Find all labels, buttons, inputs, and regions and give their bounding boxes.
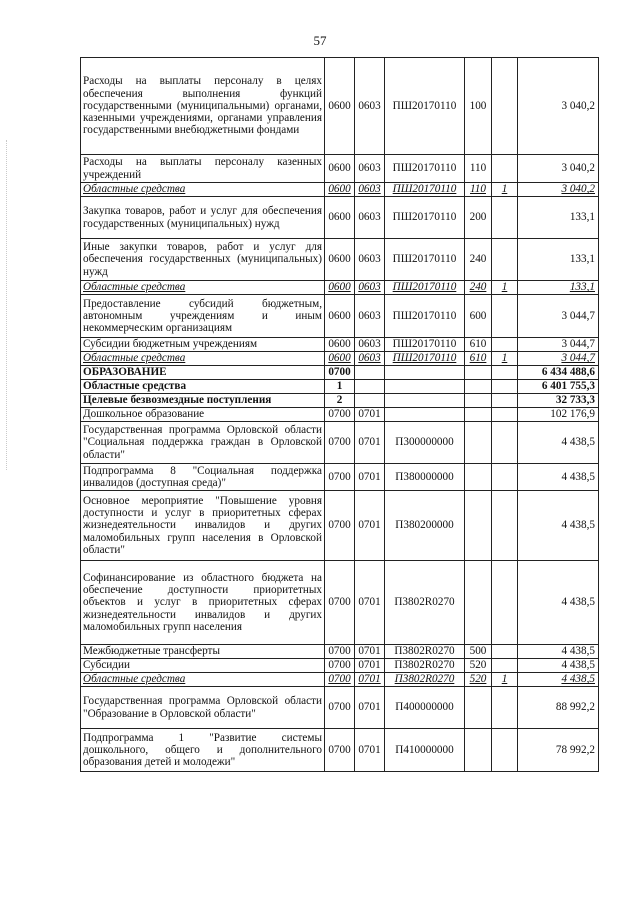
- cell-rz: 2: [325, 394, 355, 408]
- cell-pr: 0603: [355, 58, 385, 155]
- cell-csr: П380200000: [385, 491, 465, 561]
- cell-src: [492, 464, 518, 491]
- cell-rz: 0700: [325, 422, 355, 464]
- table-row: [81, 295, 599, 338]
- cell-src: [492, 394, 518, 408]
- cell-rz: 0600: [325, 281, 355, 295]
- cell-vr: 520: [465, 659, 492, 673]
- cell-sum: 32 733,3: [518, 394, 599, 408]
- cell-csr: ПШ20170110: [385, 58, 465, 155]
- cell-name: Межбюджетные трансферты: [81, 645, 325, 659]
- cell-rz: 0600: [325, 239, 355, 281]
- cell-name: Областные средства: [81, 380, 325, 394]
- cell-csr: П410000000: [385, 729, 465, 772]
- cell-sum: 4 438,5: [518, 561, 599, 645]
- cell-src: [492, 491, 518, 561]
- cell-pr: [355, 394, 385, 408]
- cell-pr: 0603: [355, 239, 385, 281]
- cell-sum: 4 438,5: [518, 673, 599, 687]
- cell-name: Субсидии: [81, 659, 325, 673]
- cell-sum: 3 040,2: [518, 58, 599, 155]
- cell-sum: 3 044,7: [518, 338, 599, 352]
- table-row: [81, 155, 599, 183]
- cell-csr: ПШ20170110: [385, 155, 465, 183]
- cell-src: [492, 239, 518, 281]
- cell-src: [492, 366, 518, 380]
- cell-csr: [385, 380, 465, 394]
- cell-pr: 0701: [355, 659, 385, 673]
- cell-src: [492, 645, 518, 659]
- cell-src: [492, 729, 518, 772]
- table-row: [81, 659, 599, 673]
- cell-vr: 100: [465, 58, 492, 155]
- cell-pr: 0603: [355, 183, 385, 197]
- budget-table: [80, 57, 599, 772]
- cell-src: [492, 155, 518, 183]
- cell-sum: 133,1: [518, 281, 599, 295]
- cell-src: [492, 422, 518, 464]
- table-row: [81, 239, 599, 281]
- cell-name: ОБРАЗОВАНИЕ: [81, 366, 325, 380]
- table-row: [81, 338, 599, 352]
- cell-pr: 0701: [355, 645, 385, 659]
- table-row: [81, 352, 599, 366]
- cell-csr: П3802R0270: [385, 659, 465, 673]
- cell-sum: 4 438,5: [518, 491, 599, 561]
- cell-csr: ПШ20170110: [385, 183, 465, 197]
- cell-src: 1: [492, 352, 518, 366]
- cell-name: Областные средства: [81, 673, 325, 687]
- cell-rz: 0600: [325, 295, 355, 338]
- cell-rz: 0700: [325, 464, 355, 491]
- cell-csr: П400000000: [385, 687, 465, 729]
- cell-src: 1: [492, 281, 518, 295]
- table-row: [81, 366, 599, 380]
- cell-csr: ПШ20170110: [385, 197, 465, 239]
- cell-vr: [465, 561, 492, 645]
- cell-rz: 0700: [325, 561, 355, 645]
- cell-name: Основное мероприятие "Повышение уровня доступности и услуг в приоритетных сферах жизнедеятельности инвалидов и других маломобильных групп населения в Орловской области": [81, 491, 325, 561]
- cell-csr: ПШ20170110: [385, 338, 465, 352]
- cell-pr: 0701: [355, 408, 385, 422]
- cell-vr: [465, 394, 492, 408]
- cell-pr: 0603: [355, 155, 385, 183]
- table-row: [81, 197, 599, 239]
- cell-csr: П3802R0270: [385, 673, 465, 687]
- cell-rz: 0700: [325, 729, 355, 772]
- cell-rz: 0700: [325, 366, 355, 380]
- cell-src: [492, 659, 518, 673]
- budget-table-body: [81, 58, 599, 772]
- cell-vr: [465, 380, 492, 394]
- cell-vr: 600: [465, 295, 492, 338]
- cell-src: 1: [492, 183, 518, 197]
- cell-vr: 110: [465, 183, 492, 197]
- table-row: [81, 645, 599, 659]
- cell-name: Расходы на выплаты персоналу в целях обеспечения выполнения функций государственными (муниципальными) органами, казенными учреждениями, органами управления государственными внебюджетными фондами: [81, 58, 325, 155]
- cell-sum: 3 044,7: [518, 352, 599, 366]
- cell-vr: [465, 729, 492, 772]
- cell-name: Подпрограмма 8 "Социальная поддержка инвалидов (доступная среда)": [81, 464, 325, 491]
- cell-src: [492, 197, 518, 239]
- cell-rz: 0700: [325, 673, 355, 687]
- cell-vr: 110: [465, 155, 492, 183]
- cell-pr: [355, 366, 385, 380]
- cell-rz: 0700: [325, 687, 355, 729]
- cell-pr: 0603: [355, 352, 385, 366]
- cell-sum: 4 438,5: [518, 422, 599, 464]
- cell-vr: 200: [465, 197, 492, 239]
- cell-vr: 240: [465, 281, 492, 295]
- cell-name: Целевые безвозмездные поступления: [81, 394, 325, 408]
- cell-csr: П300000000: [385, 422, 465, 464]
- cell-pr: 0701: [355, 561, 385, 645]
- cell-vr: 240: [465, 239, 492, 281]
- cell-rz: 0600: [325, 338, 355, 352]
- cell-pr: 0701: [355, 422, 385, 464]
- cell-name: Расходы на выплаты персоналу казенных учреждений: [81, 155, 325, 183]
- cell-csr: ПШ20170110: [385, 239, 465, 281]
- cell-csr: П3802R0270: [385, 645, 465, 659]
- cell-name: Иные закупки товаров, работ и услуг для обеспечения государственных (муниципальных) нужд: [81, 239, 325, 281]
- cell-csr: [385, 408, 465, 422]
- cell-src: [492, 58, 518, 155]
- table-row: [81, 422, 599, 464]
- cell-vr: [465, 464, 492, 491]
- cell-src: [492, 561, 518, 645]
- cell-name: Государственная программа Орловской области "Социальная поддержка граждан в Орловской области": [81, 422, 325, 464]
- cell-pr: 0603: [355, 281, 385, 295]
- cell-pr: [355, 380, 385, 394]
- cell-sum: 88 992,2: [518, 687, 599, 729]
- cell-rz: 1: [325, 380, 355, 394]
- cell-src: [492, 380, 518, 394]
- cell-vr: 500: [465, 645, 492, 659]
- table-row: [81, 394, 599, 408]
- table-row: [81, 561, 599, 645]
- table-row: [81, 380, 599, 394]
- cell-csr: ПШ20170110: [385, 352, 465, 366]
- cell-csr: П3802R0270: [385, 561, 465, 645]
- table-row: [81, 408, 599, 422]
- cell-sum: 4 438,5: [518, 659, 599, 673]
- cell-src: 1: [492, 673, 518, 687]
- cell-sum: 6 401 755,3: [518, 380, 599, 394]
- cell-sum: 3 040,2: [518, 155, 599, 183]
- cell-src: [492, 295, 518, 338]
- table-row: [81, 491, 599, 561]
- cell-vr: [465, 491, 492, 561]
- cell-pr: 0701: [355, 687, 385, 729]
- cell-sum: 3 040,2: [518, 183, 599, 197]
- cell-rz: 0600: [325, 155, 355, 183]
- cell-sum: 133,1: [518, 239, 599, 281]
- cell-pr: 0701: [355, 491, 385, 561]
- cell-vr: 610: [465, 352, 492, 366]
- cell-vr: 520: [465, 673, 492, 687]
- cell-rz: 0600: [325, 183, 355, 197]
- cell-csr: ПШ20170110: [385, 281, 465, 295]
- cell-sum: 133,1: [518, 197, 599, 239]
- cell-name: Государственная программа Орловской области "Образование в Орловской области": [81, 687, 325, 729]
- cell-name: Подпрограмма 1 "Развитие системы дошкольного, общего и дополнительного образования детей и молодежи": [81, 729, 325, 772]
- cell-pr: 0603: [355, 338, 385, 352]
- scan-edge-marks: [6, 140, 13, 470]
- table-row: [81, 58, 599, 155]
- cell-rz: 0700: [325, 659, 355, 673]
- cell-name: Субсидии бюджетным учреждениям: [81, 338, 325, 352]
- cell-csr: П380000000: [385, 464, 465, 491]
- cell-sum: 4 438,5: [518, 645, 599, 659]
- cell-rz: 0600: [325, 352, 355, 366]
- cell-rz: 0700: [325, 645, 355, 659]
- cell-name: Дошкольное образование: [81, 408, 325, 422]
- cell-vr: [465, 366, 492, 380]
- cell-pr: 0603: [355, 295, 385, 338]
- cell-name: Областные средства: [81, 352, 325, 366]
- cell-pr: 0701: [355, 729, 385, 772]
- table-row: [81, 281, 599, 295]
- cell-src: [492, 687, 518, 729]
- cell-pr: 0701: [355, 673, 385, 687]
- cell-name: Областные средства: [81, 281, 325, 295]
- page-number: 57: [313, 33, 327, 48]
- cell-csr: ПШ20170110: [385, 295, 465, 338]
- cell-name: Софинансирование из областного бюджета на обеспечение доступности приоритетных объектов и услуг в приоритетных сферах жизнедеятельности инвалидов и других маломобильных групп населения: [81, 561, 325, 645]
- cell-csr: [385, 366, 465, 380]
- table-row: [81, 673, 599, 687]
- cell-rz: 0600: [325, 197, 355, 239]
- table-row: [81, 183, 599, 197]
- cell-vr: [465, 408, 492, 422]
- cell-rz: 0700: [325, 491, 355, 561]
- cell-pr: 0701: [355, 464, 385, 491]
- cell-vr: [465, 687, 492, 729]
- cell-sum: 4 438,5: [518, 464, 599, 491]
- cell-sum: 3 044,7: [518, 295, 599, 338]
- cell-name: Областные средства: [81, 183, 325, 197]
- table-row: [81, 729, 599, 772]
- cell-pr: 0603: [355, 197, 385, 239]
- cell-sum: 78 992,2: [518, 729, 599, 772]
- table-row: [81, 464, 599, 491]
- cell-name: Предоставление субсидий бюджетным, автономным учреждениям и иным некоммерческим организациям: [81, 295, 325, 338]
- cell-src: [492, 338, 518, 352]
- cell-csr: [385, 394, 465, 408]
- cell-sum: 102 176,9: [518, 408, 599, 422]
- cell-sum: 6 434 488,6: [518, 366, 599, 380]
- cell-name: Закупка товаров, работ и услуг для обеспечения государственных (муниципальных) нужд: [81, 197, 325, 239]
- table-row: [81, 687, 599, 729]
- cell-rz: 0700: [325, 408, 355, 422]
- cell-src: [492, 408, 518, 422]
- cell-vr: [465, 422, 492, 464]
- cell-vr: 610: [465, 338, 492, 352]
- cell-rz: 0600: [325, 58, 355, 155]
